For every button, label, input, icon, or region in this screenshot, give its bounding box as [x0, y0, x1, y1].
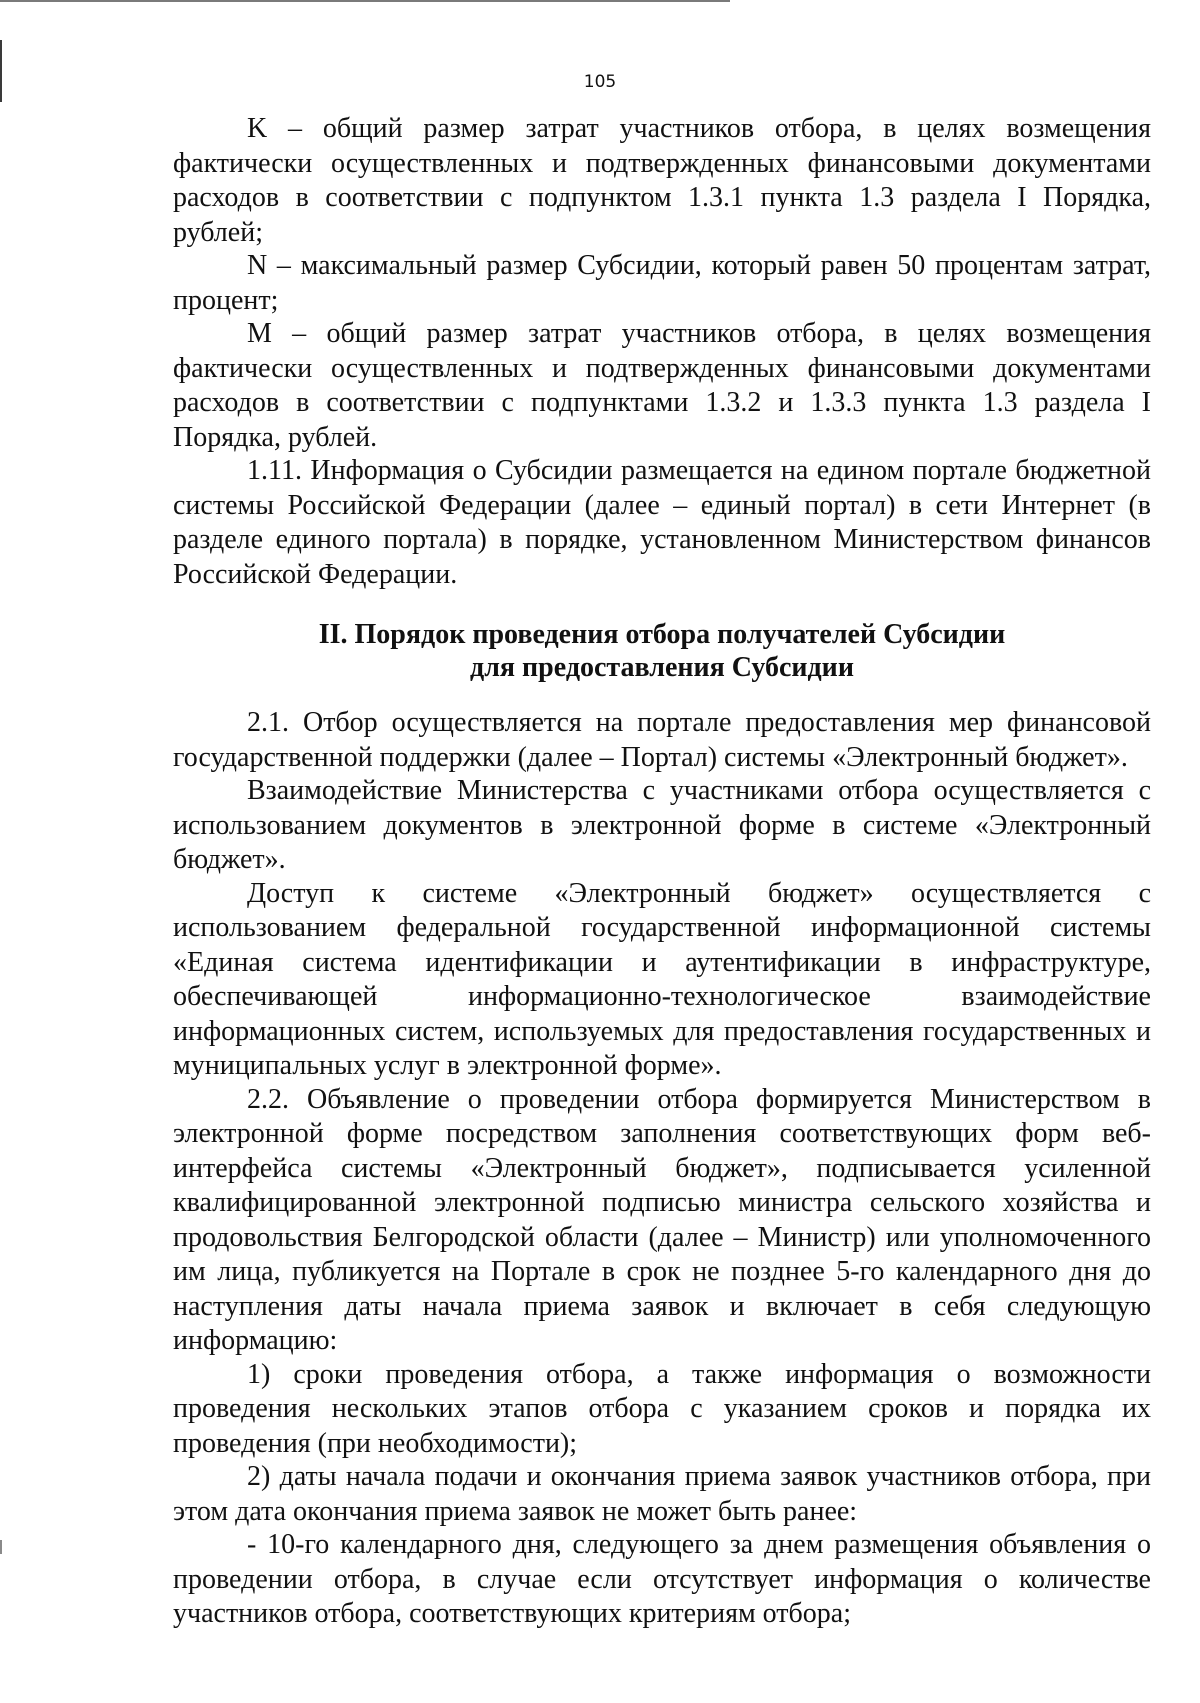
- paragraph: Доступ к системе «Электронный бюджет» осуществляется с использованием федеральной государственной информационной системы «Единая система идентификации и аутентификации в инфраструктуре, обеспечивающей информационно-технологическое взаимодействие информационных систем, используемых для предоставления государственных и муниципальных услуг в электронной форме».: [173, 877, 1151, 1081]
- paragraph: 1.11. Информация о Субсидии размещается на едином портале бюджетной системы Российской Федерации (далее – единый портал) в сети Интернет (в разделе единого портала) в порядке, установленном Министерством финансов Российской Федерации.: [173, 455, 1151, 590]
- section-heading-line: II. Порядок проведения отбора получателей Субсидии: [318, 619, 1006, 650]
- section-heading-line: для предоставления Субсидии: [470, 652, 854, 683]
- scan-edge-line: [0, 0, 730, 2]
- paragraph: 2.2. Объявление о проведении отбора формируется Министерством в электронной форме посредством заполнения соответствующих форм веб-интерфейса системы «Электронный бюджет», подписывается усиленной квалифицированной электронной подписью министра сельского хозяйства и продовольствия Белгородской области (далее – Министр) или уполномоченного им лица, публикуется на Портале в срок не позднее 5-го календарного дня до наступления даты начала приема заявок и включает в себя следующую информацию:: [173, 1083, 1151, 1356]
- paragraph: 2) даты начала подачи и окончания приема заявок участников отбора, при этом дата окончания приема заявок не может быть ранее:: [173, 1461, 1151, 1527]
- document-body: [173, 112, 1151, 1632]
- paragraph: K – общий размер затрат участников отбора, в целях возмещения фактически осуществленных и подтвержденных финансовыми документами расходов в соответствии с подпунктом 1.3.1 пункта 1.3 раздела I Порядка, рублей;: [173, 113, 1151, 248]
- section-heading: [173, 618, 1151, 684]
- paragraph: Взаимодействие Министерства с участниками отбора осуществляется с использованием документов в электронной форме в системе «Электронный бюджет».: [173, 775, 1151, 875]
- paragraph: М – общий размер затрат участников отбора, в целях возмещения фактически осуществленных и подтвержденных финансовыми документами расходов в соответствии с подпунктами 1.3.2 и 1.3.3 пункта 1.3 раздела I Порядка, рублей.: [173, 318, 1151, 453]
- paragraph: - 10-го календарного дня, следующего за днем размещения объявления о проведении отбора, в случае если отсутствует информация о количестве участников отбора, соответствующих критериям отбора;: [173, 1529, 1151, 1629]
- page-number: 105: [583, 72, 617, 92]
- paragraph: N – максимальный размер Субсидии, который равен 50 процентам затрат, процент;: [173, 250, 1151, 316]
- scan-edge-mark: [0, 1540, 2, 1554]
- paragraph: 1) сроки проведения отбора, а также информация о возможности проведения нескольких этапов отбора с указанием сроков и порядка их проведения (при необходимости);: [173, 1358, 1151, 1459]
- scan-edge-mark: [0, 40, 2, 102]
- paragraph: 2.1. Отбор осуществляется на портале предоставления мер финансовой государственной поддержки (далее – Портал) системы «Электронный бюджет».: [173, 707, 1151, 773]
